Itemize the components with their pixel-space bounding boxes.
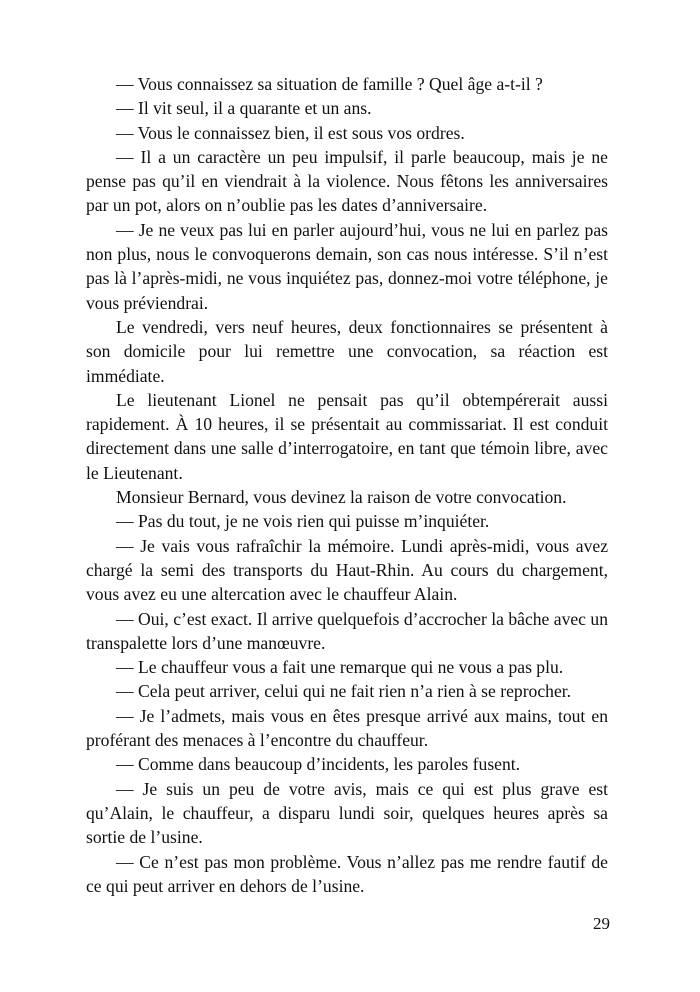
paragraph: — Le chauffeur vous a fait une remarque qui ne vous a pas plu. [116, 657, 564, 678]
paragraph: — Je vais vous rafraîchir la mémoire. Lundi après-midi, vous avez chargé la semi des transports du Haut-Rhin. Au cours du chargement, vous avez eu une altercation avec le chauffeur Alain. [86, 535, 608, 605]
paragraph: — Il a un caractère un peu impulsif, il parle beaucoup, mais je ne pense pas qu’il en viendrait à la violence. Nous fêtons les anniversaires par un pot, alors on n’oublie pas les dates d’anniversaire. [86, 146, 608, 216]
paragraph: — Je l’admets, mais vous en êtes presque arrivé aux mains, tout en proférant des menaces à l’encontre du chauffeur. [86, 705, 608, 751]
paragraph: — Ce n’est pas mon problème. Vous n’allez pas me rendre fautif de ce qui peut arriver en dehors de l’usine. [86, 851, 608, 896]
page-number: 29 [593, 914, 610, 933]
paragraph: — Oui, c’est exact. Il arrive quelquefois d’accrocher la bâche avec un transpalette lors d’une manœuvre. [86, 608, 608, 653]
paragraph: — Vous connaissez sa situation de famille ? Quel âge a-t-il ? [116, 74, 543, 94]
paragraph: Le lieutenant Lionel ne pensait pas qu’il obtempérerait aussi rapidement. À 10 heures, il se présentait au commissariat. Il est conduit directement dans une salle d’interrogatoire, en tant que témoin libre, avec le Lieutenant. [86, 389, 608, 483]
page-body-text [86, 72, 608, 898]
paragraph: — Je suis un peu de votre avis, mais ce qui est plus grave est qu’Alain, le chauffeur, a disparu lundi soir, quelques heures après sa sortie de l’usine. [86, 778, 608, 848]
paragraph: — Vous le connaissez bien, il est sous vos ordres. [116, 122, 465, 143]
paragraph: — Cela peut arriver, celui qui ne fait rien n’a rien à se reprocher. [116, 681, 572, 702]
paragraph: Le vendredi, vers neuf heures, deux fonctionnaires se présentent à son domicile pour lui remettre une convocation, sa réaction est immédiate. [86, 316, 608, 386]
paragraph: — Je ne veux pas lui en parler aujourd’hui, vous ne lui en parlez pas non plus, nous le convoquerons demain, son cas nous intéresse. S’il n’est pas là l’après-midi, ne vous inquiétez pas, donnez-moi votre téléphone, je vous préviendrai. [86, 219, 608, 313]
paragraph: — Il vit seul, il a quarante et un ans. [116, 98, 372, 119]
paragraph: Monsieur Bernard, vous devinez la raison de votre convocation. [116, 487, 567, 508]
paragraph: — Pas du tout, je ne vois rien qui puisse m’inquiéter. [116, 511, 490, 532]
paragraph: — Comme dans beaucoup d’incidents, les paroles fusent. [116, 754, 521, 775]
